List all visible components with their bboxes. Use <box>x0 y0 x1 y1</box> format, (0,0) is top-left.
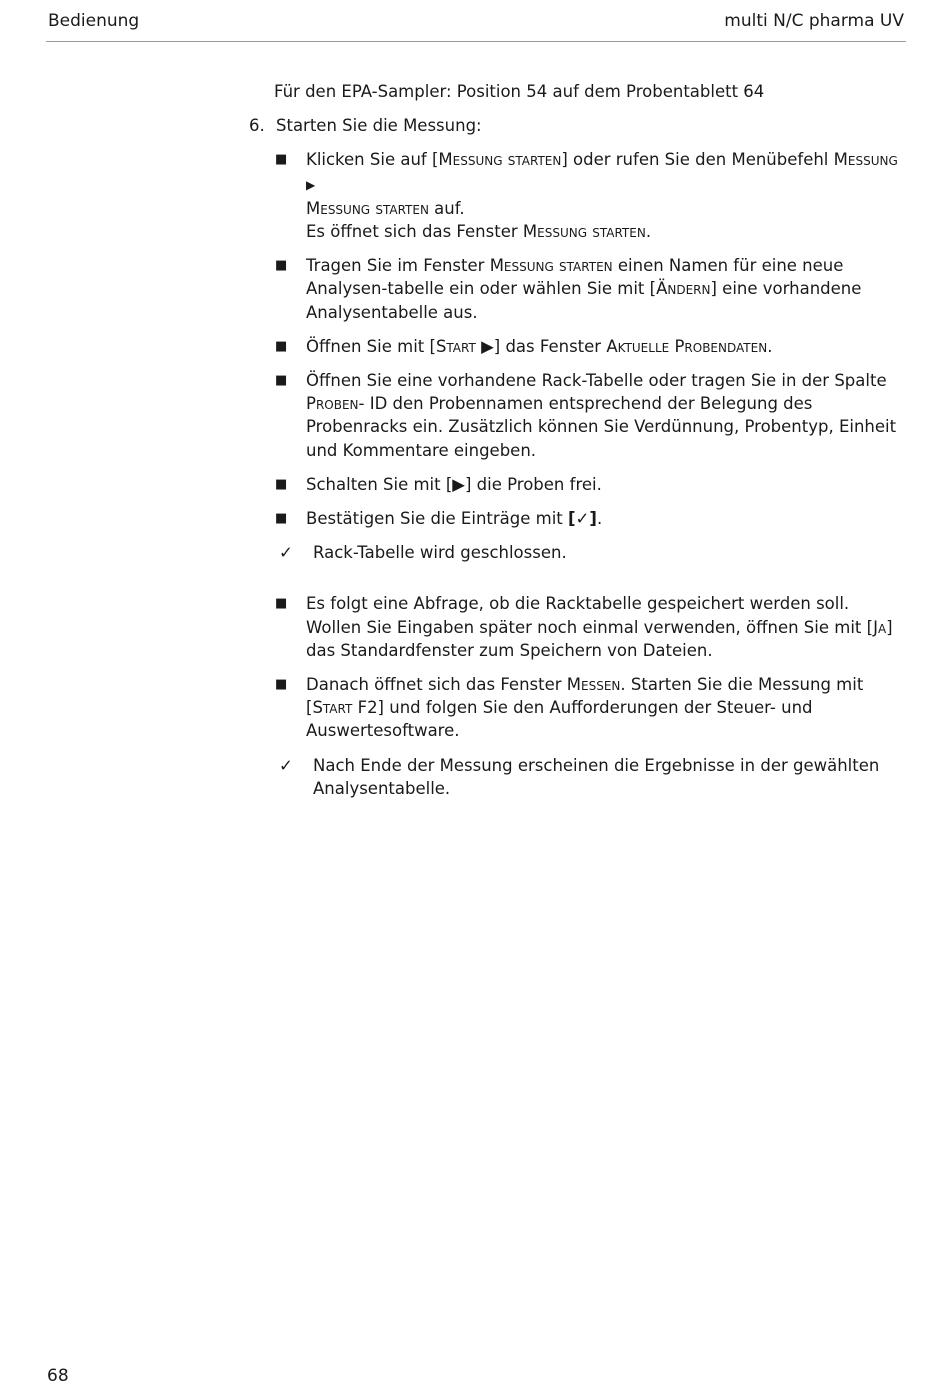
bullet-icon: ■ <box>275 373 288 389</box>
item-text: ] das Standardfenster zum Speichern von Dateien. <box>306 617 893 660</box>
page-content <box>248 80 908 811</box>
item-text: Danach öffnet sich das Fenster <box>306 675 567 695</box>
result-measurement-done <box>248 754 908 800</box>
menu-ref: Messung <box>833 150 898 170</box>
bullet-icon: ■ <box>275 596 288 612</box>
button-ref: Start <box>312 698 353 718</box>
page-number: 68 <box>47 1366 69 1386</box>
item-text: ID den Probennamen entsprechend der Belegung des Probenracks ein. Zusätzlich können Sie Verdünnung, Probentyp, Einheit und Kommentare eingeben. <box>306 394 897 460</box>
window-ref: Messung starten <box>522 222 646 242</box>
running-header-product: multi N/C pharma UV <box>724 11 904 31</box>
item-text: Öffnen Sie mit [ <box>306 336 436 356</box>
play-icon: ▶ <box>452 474 465 494</box>
list-item-save-prompt <box>248 592 908 662</box>
list-item-open-window <box>248 335 908 358</box>
item-text: Es folgt eine Abfrage, ob die Racktabelle gespeichert werden soll. Wollen Sie Eingaben später noch einmal verwenden, öffnen Sie mit [ <box>306 594 874 637</box>
item-text: . <box>645 222 652 242</box>
check-icon: ✓ <box>279 755 293 775</box>
item-text: einen Namen für eine neue Analysen-tabelle ein oder wählen Sie mit [ <box>306 256 844 299</box>
list-item-click-start <box>248 148 908 243</box>
intro-line: Für den EPA-Sampler: Position 54 auf dem Probentablett 64 <box>274 82 765 101</box>
menu-ref: Messung starten <box>438 150 562 170</box>
menu-ref: Messung starten <box>306 198 429 218</box>
bullet-icon: ■ <box>275 258 288 274</box>
bullet-icon: ■ <box>275 511 288 527</box>
step-6 <box>248 114 908 137</box>
item-text: . <box>596 509 603 529</box>
item-text: ] eine vorhandene Analysentabelle aus. <box>306 279 862 322</box>
item-text: Klicken Sie auf [ <box>306 150 439 170</box>
button-ref: Start <box>435 336 476 356</box>
bullet-icon: ■ <box>275 152 288 168</box>
item-text: ] oder rufen Sie den Menübefehl <box>561 150 834 170</box>
column-ref: Proben- <box>306 394 365 414</box>
running-header-section: Bedienung <box>48 11 140 31</box>
list-item-confirm <box>248 507 908 530</box>
step-text: Starten Sie die Messung: <box>276 116 482 136</box>
window-ref: Messung starten <box>489 256 613 276</box>
item-text: Bestätigen Sie die Einträge mit <box>306 509 569 529</box>
result-text: Nach Ende der Messung erscheinen die Ergebnisse in der gewählten Analysentabelle. <box>313 755 880 798</box>
bullet-icon: ■ <box>275 677 288 693</box>
bullet-icon: ■ <box>275 476 288 492</box>
step-number: 6. <box>249 116 265 136</box>
result-text: Rack-Tabelle wird geschlossen. <box>313 543 567 563</box>
bullet-icon: ■ <box>275 338 288 354</box>
item-text: Es öffnet sich das Fenster <box>306 222 523 242</box>
item-text: Öffnen Sie eine vorhandene Rack-Tabelle oder tragen Sie in der Spalte <box>306 371 887 391</box>
check-button-ref: [✓] <box>568 509 597 529</box>
check-icon: ✓ <box>279 543 293 563</box>
item-text: Schalten Sie mit [ <box>306 474 453 494</box>
list-item-enter-name <box>248 254 908 324</box>
result-rack-closed <box>248 541 908 564</box>
item-text: auf. <box>428 198 465 218</box>
list-item-rack-table <box>248 369 908 462</box>
list-item-measure <box>248 673 908 743</box>
item-text: . Starten Sie die Messung mit [ <box>306 675 864 718</box>
button-ref: Ja <box>873 617 887 637</box>
window-ref: Messen <box>566 675 621 695</box>
item-text: . <box>767 336 773 356</box>
play-icon: ▶ <box>481 336 494 356</box>
triangle-right-icon: ▶ <box>306 177 316 192</box>
list-item-release-samples <box>248 473 908 496</box>
item-text: Tragen Sie im Fenster <box>306 256 490 276</box>
window-ref: Aktuelle Probendaten <box>606 336 768 356</box>
item-text: ] das Fenster <box>493 336 607 356</box>
item-text: F2] und folgen Sie den Aufforderungen der Steuer- und Auswertesoftware. <box>306 698 813 741</box>
item-text: ] die Proben frei. <box>465 474 602 494</box>
button-ref: Ändern <box>656 279 711 299</box>
header-divider <box>46 41 906 42</box>
